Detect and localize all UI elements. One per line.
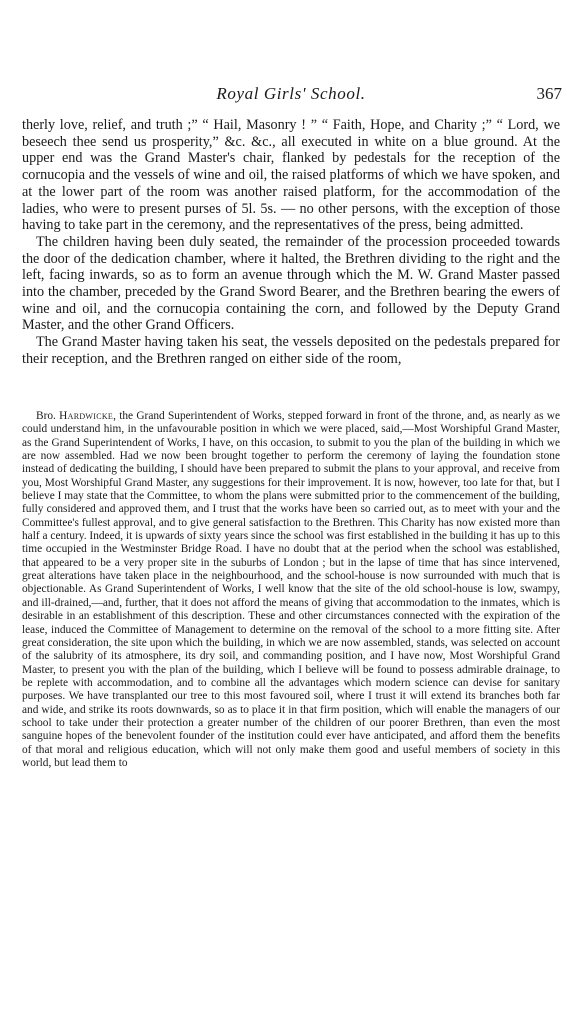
body-text [22, 117, 560, 368]
paragraph-continued: therly love, relief, and truth ;” “ Hail, Masonry ! ” “ Faith, Hope, and Charity ;” “ Lord, we beseech thee send us prosperity,” &c. &c., all executed in white on a blue ground. At the upper end was the Grand Master's chair, flanked by pedestals for the reception of the cornucopia and the vessels of wine and oil, the raised platforms of which we have spoken, and at the lower part of the room was another raised platform, for the accommodation of the ladies, who were to present purses of 5l. 5s. — no other persons, with the exception of those having to take part in the ceremony, and the representatives of the press, being admitted. [22, 117, 560, 234]
speech-block [22, 410, 560, 770]
page-number: 367 [536, 84, 562, 103]
speaker-name: Hardwicke [59, 410, 114, 422]
speech-paragraph [22, 410, 560, 770]
speech-text: , the Grand Superintendent of Works, stepped forward in front of the throne, and, as nearly as we could understand him, in the unfavourable position in which we were placed, said,—Most Worshipful Grand Master, as the Grand Superintendent of Works, I have, on this occasion, to submit to you the plan of the building in which we are now assembled. Had we now been brought together to perform the ceremony of laying the foundation stone instead of dedicating the building, I should have been prepared to submit the plans to your approval, and receive from you, Most Worshipful Grand Master, any suggestions for their improvement. It is now, however, too late for that, but I believe I may state that the Committee, to whom the plans were submitted prior to the commencement of the building, fully considered and approved them, and I trust that the works have been so carried out, as to meet with your and the Committee's fullest approval, and to give general satisfaction to the Brethren. This Charity has now existed more than half a century. Indeed, it is upwards of sixty years since the school was first established in the building it has up to this time occupied in the Westminster Bridge Road. I have no doubt that at the period when the school was established, that appeared to be a very proper site in the suburbs of London ; but in the lapse of time that has since intervened, great alterations have taken place in the neighbourhood, and the school-house is now surrounded with much that is objectionable. As Grand Superintendent of Works, I well know that the site of the old school-house is low, swampy, and ill-drained,—and, further, that it does not afford the means of giving that accommodation to the inmates, which is desirable in an establishment of this description. These and other circumstances connected with the expiration of the lease, induced the Committee of Management to determine on the removal of the school to a more fitting site. After great consideration, the site upon which the building, in which we are now assembled, stands, was selected on account of the salubrity of its atmosphere, its dry soil, and commanding position, and I have now, Most Worshipful Grand Master, to present you with the plan of the building, which I believe will be found to possess admirable drainage, to be replete with accommodation, and to combine all the advantages which modern science can devise for sanitary purposes. We have transplanted our tree to this most favoured soil, where I trust it will extend its branches both far and wide, and strike its roots downwards, so as to place it in that firm position, which will enable the managers of our school to take under their protection a greater number of the children of our poorer Brethren, than even the most sanguine hopes of the benevolent founder of the institution could ever have anticipated, and afford them the benefits of that moral and religious education, which will not only make them good and useful members of society in this world, but lead them to [22, 410, 560, 769]
running-title: Royal Girls' School. [216, 84, 366, 103]
paragraph-grand-master-seated: The Grand Master having taken his seat, the vessels deposited on the pedestals prepared for their reception, and the Brethren ranged on either side of the room, [22, 334, 560, 367]
speaker-prefix: Bro. [36, 410, 56, 422]
paragraph-procession: The children having been duly seated, the remainder of the procession proceeded towards the door of the dedication chamber, where it halted, the Brethren dividing to the right and the left, facing inwards, so as to form an avenue through which the M. W. Grand Master passed into the chamber, preceded by the Grand Sword Bearer, and the Brethren bearing the ewers of wine and oil, and the cornucopia containing the corn, and followed by the Deputy Grand Master, and the other Grand Officers. [22, 233, 560, 334]
running-head [20, 84, 562, 108]
